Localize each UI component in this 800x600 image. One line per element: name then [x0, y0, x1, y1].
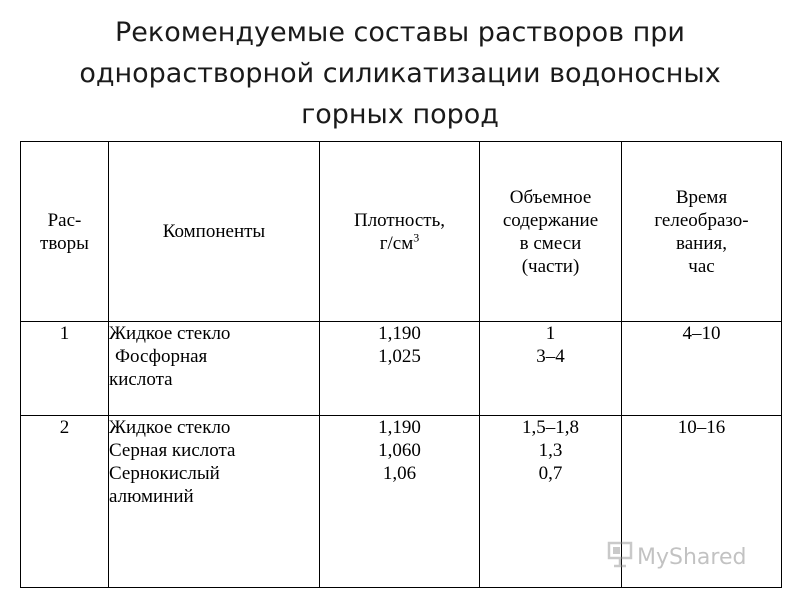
watermark-logo [607, 542, 746, 572]
composition-table [20, 141, 782, 588]
row-number: 2 [21, 416, 109, 588]
header-density: Плотность, $г/см^3$ [320, 142, 480, 322]
row-number: 1 [21, 322, 109, 416]
header-components: Компоненты [109, 142, 320, 322]
components-cell: Жидкое стекло Фосфорная кислота [109, 322, 320, 416]
title-line-1: Рекомендуемые составы растворов при [115, 17, 685, 48]
density-cell: 1,190 1,025 [320, 322, 480, 416]
watermark-text: MyShared [637, 544, 747, 570]
presentation-icon [607, 540, 633, 574]
header-row [21, 142, 782, 322]
title-line-3: горных пород [301, 99, 499, 130]
time-cell: 4–10 [622, 322, 782, 416]
slide-title [20, 12, 780, 135]
header-solutions: Рас- творы [21, 142, 109, 322]
time-cell: 10–16 [622, 416, 782, 588]
header-volume: Объемное содержание в смеси (части) [480, 142, 622, 322]
table-row [21, 322, 782, 416]
header-time: Время гелеобразо- вания, час [622, 142, 782, 322]
volume-cell: 1,5–1,8 1,3 0,7 [480, 416, 622, 588]
components-cell: Жидкое стекло Серная кислота Сернокислый алюминий [109, 416, 320, 588]
volume-cell: 1 3–4 [480, 322, 622, 416]
title-line-2: однорастворной силикатизации водоносных [79, 58, 721, 89]
density-cell: 1,190 1,060 1,06 [320, 416, 480, 588]
